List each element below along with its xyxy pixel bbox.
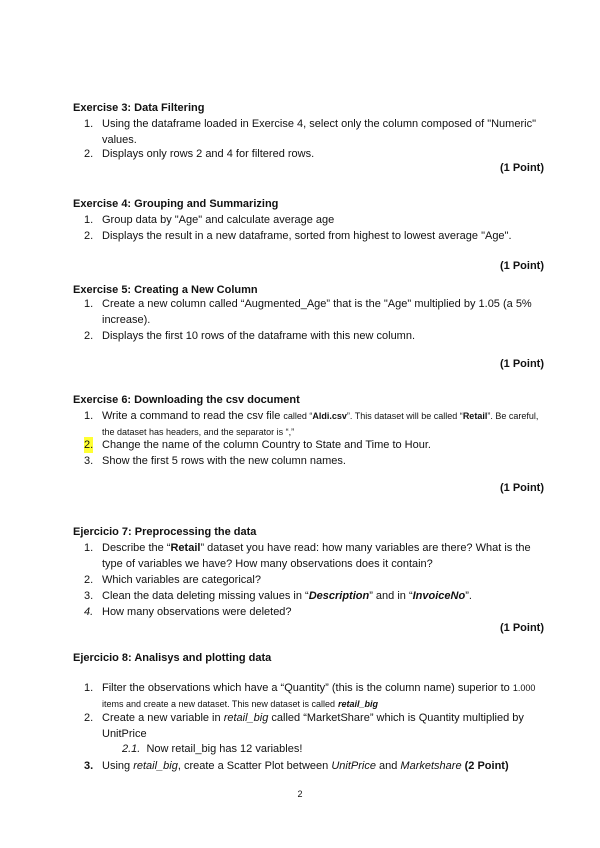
- list-number: 2.: [84, 148, 94, 160]
- list-number: 1.: [84, 298, 94, 310]
- list-number: 2.: [84, 712, 94, 724]
- list-item: Describe the “Retail” dataset you have read: how many variables are there? What is the type of variables we have? How many observations does it contain?: [102, 542, 531, 570]
- list-item: Displays the first 10 rows of the dataframe with this new column.: [102, 330, 416, 342]
- list-item: How many observations were deleted?: [102, 606, 292, 618]
- list-number-highlighted: 2.: [84, 439, 94, 451]
- list-item: Show the first 5 rows with the new column names.: [102, 455, 346, 467]
- exercise-5-title: Exercise 5: Creating a New Column: [73, 284, 258, 296]
- list-item: Write a command to read the csv file called “Aldi.csv”. This dataset will be called “Retail”. Be careful, the dataset has headers, and the separator is “,”: [102, 410, 539, 437]
- list-number: 3.: [84, 455, 94, 467]
- points-label: (1 Point): [500, 260, 544, 272]
- list-number: 3.: [84, 760, 94, 772]
- list-number: 2.: [84, 574, 94, 586]
- points-label: (1 Point): [500, 358, 544, 370]
- list-number: 2.: [84, 230, 94, 242]
- list-item: Create a new variable in retail_big called “MarketShare” which is Quantity multiplied by UnitPrice: [102, 712, 524, 740]
- list-number: 1.: [84, 214, 94, 226]
- list-item: Change the name of the column Country to State and Time to Hour.: [102, 439, 431, 451]
- list-number: 3.: [84, 590, 94, 602]
- exercise-4-title: Exercise 4: Grouping and Summarizing: [73, 198, 279, 210]
- list-item: Create a new column called “Augmented_Age” that is the "Age" multiplied by 1.05 (a 5% increase).: [102, 298, 532, 326]
- exercise-3-title: Exercise 3: Data Filtering: [73, 102, 205, 114]
- points-label: (1 Point): [500, 162, 544, 174]
- points-label: (1 Point): [500, 482, 544, 494]
- list-item: Using retail_big, create a Scatter Plot between UnitPrice and Marketshare (2 Point): [102, 760, 509, 772]
- list-number: 1.: [84, 542, 94, 554]
- list-item: Group data by "Age" and calculate average age: [102, 214, 335, 226]
- list-item: Displays only rows 2 and 4 for filtered rows.: [102, 148, 315, 160]
- list-number: 1.: [84, 682, 94, 694]
- list-item: Clean the data deleting missing values in “Description” and in “InvoiceNo”.: [102, 590, 472, 602]
- list-number: 4.: [84, 606, 94, 618]
- exercise-8-title: Ejercicio 8: Analisys and plotting data: [73, 652, 272, 664]
- sub-list-item: 2.1. Now retail_big has 12 variables!: [122, 743, 303, 755]
- list-item: Filter the observations which have a “Quantity” (this is the column name) superior to 1.000 items and create a new dataset. This new dataset is called retail_big: [102, 682, 536, 709]
- list-number: 1.: [84, 118, 94, 130]
- list-number: 1.: [84, 410, 94, 422]
- list-number: 2.: [84, 330, 94, 342]
- exercise-7-title: Ejercicio 7: Preprocessing the data: [73, 526, 257, 538]
- page-number: 2: [297, 789, 303, 799]
- points-label: (1 Point): [500, 622, 544, 634]
- list-item: Using the dataframe loaded in Exercise 4, select only the column composed of "Numeric" values.: [102, 118, 536, 146]
- exercise-6-title: Exercise 6: Downloading the csv document: [73, 394, 300, 406]
- list-item: Which variables are categorical?: [102, 574, 261, 586]
- list-item: Displays the result in a new dataframe, sorted from highest to lowest average "Age".: [102, 230, 512, 242]
